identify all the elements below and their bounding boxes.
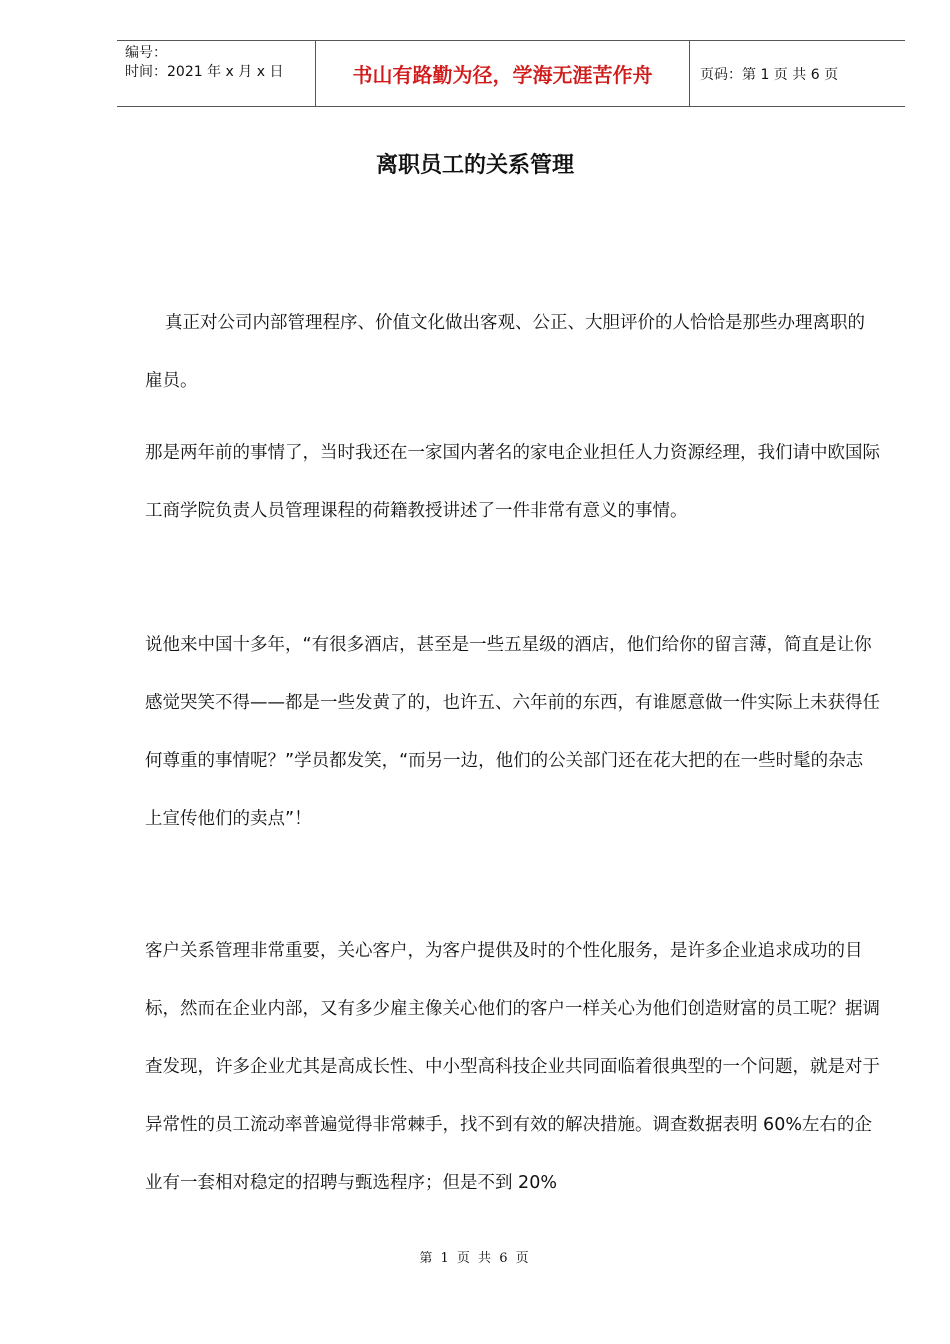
- page-footer: 第 1 页 共 6 页: [419, 1251, 531, 1266]
- paragraph-2: 那是两年前的事情了，当时我还在一家国内著名的家电企业担任人力资源经理，我们请中欧国际工商学院负责人员管理课程的荷籍教授讲述了一件非常有意义的事情。: [145, 443, 880, 521]
- paragraph-4: 客户关系管理非常重要，关心客户，为客户提供及时的个性化服务，是许多企业追求成功的目标，然而在企业内部，又有多少雇主像关心他们的客户一样关心为他们创造财富的员工呢？据调查发现，许多企业尤其是高成长性、中小型高科技企业共同面临着很典型的一个问题，就是对于异常性的员工流动率普遍觉得非常棘手，找不到有效的解决措施。调查数据表明 60%左右的企业有一套相对稳定的招聘与甄选程序；但是不到 20%: [145, 941, 880, 1193]
- time-label: 时间：2021 年 x 月 x 日: [125, 64, 284, 80]
- paragraph-3: 说他来中国十多年，“有很多酒店，甚至是一些五星级的酒店，他们给你的留言薄，简直是让你感觉哭笑不得——都是一些发黄了的，也许五、六年前的东西，有谁愿意做一件实际上未获得任何尊重的事情呢？”学员都发笑，“而另一边，他们的公关部门还在花大把的在一些时髦的杂志上宣传他们的卖点”！: [145, 635, 880, 829]
- code-label: 编号：: [125, 45, 167, 61]
- page-header: [117, 40, 905, 107]
- header-meta: [117, 41, 316, 106]
- document-title: 离职员工的关系管理: [375, 152, 574, 178]
- paragraph-1: 真正对公司内部管理程序、价值文化做出客观、公正、大胆评价的人恰恰是那些办理离职的雇员。: [145, 313, 865, 391]
- header-motto: 书山有路勤为径，学海无涯苦作舟: [316, 41, 690, 106]
- header-page-info: 页码：第 1 页 共 6 页: [700, 66, 839, 83]
